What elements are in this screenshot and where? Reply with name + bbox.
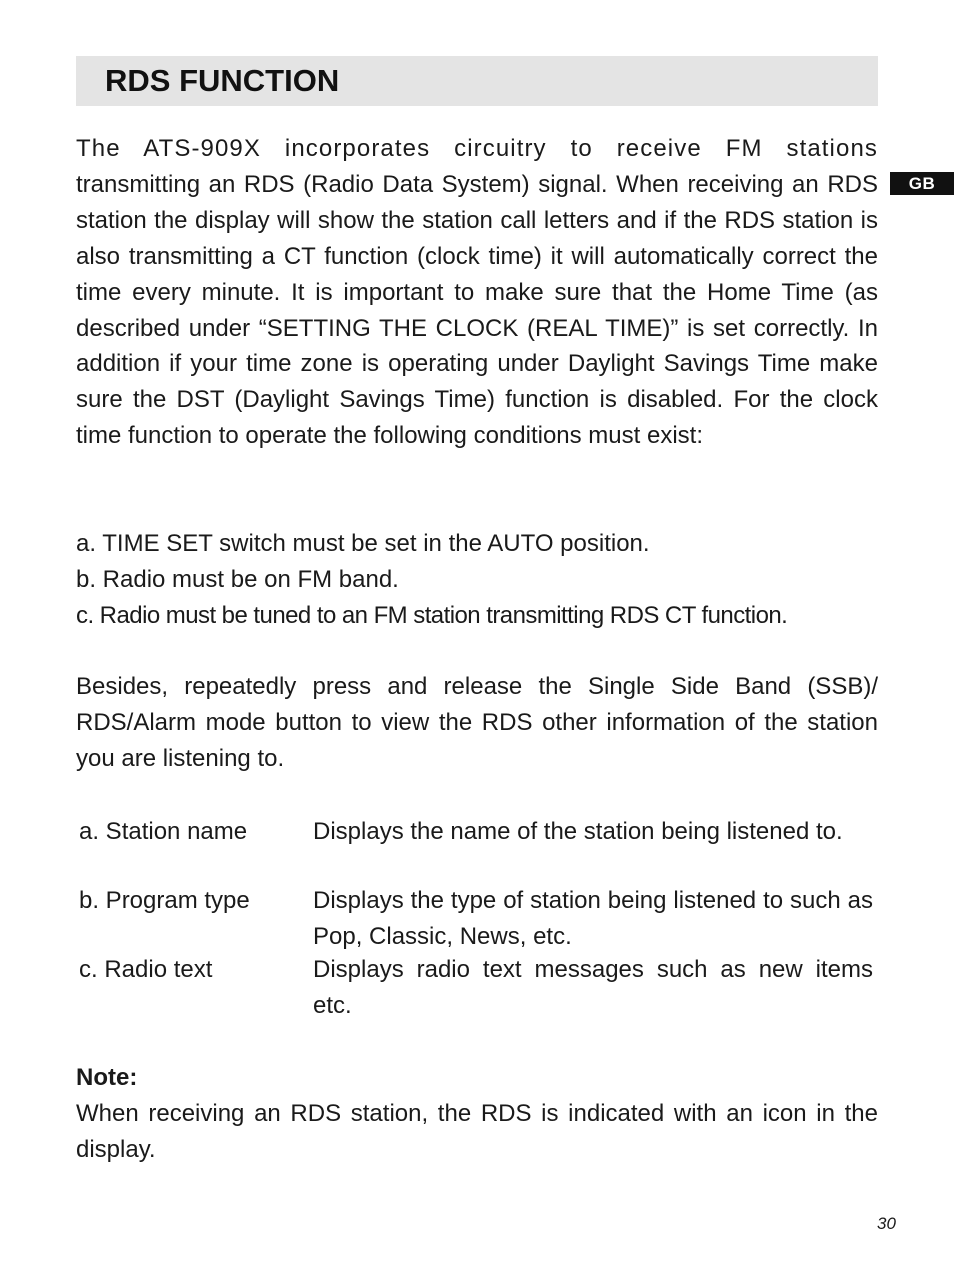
condition-item: a. TIME SET switch must be set in the AUTO position.: [76, 530, 650, 557]
section-title: RDS FUNCTION: [105, 63, 340, 98]
note-text: When receiving an RDS station, the RDS is indicated with an icon in the display.: [76, 1100, 878, 1163]
besides-paragraph: Besides, repeatedly press and release the Single Side Band (SSB)/ RDS/Alarm mode button to view the RDS other information of the station you are listening to.: [76, 673, 878, 772]
page-number: 30: [877, 1214, 896, 1233]
definition-term: c. Radio text: [79, 956, 213, 983]
intro-text: transmitting an RDS (Radio Data System) signal. When receiving an RDS station the display will show the station call letters and if the RDS station is also transmitting a CT function (clock time) it will automatically correct the time every minute. It is important to make sure that the Home Time (as described under “SETTING THE CLOCK (REAL TIME)” is set correctly. In addition if your time zone is operating under Daylight Savings Time make sure the DST (Daylight Savings Time) function is disabled. For the clock time function to operate the following conditions must exist:: [76, 170, 878, 450]
definition-desc: Displays radio text messages such as new items etc.: [313, 956, 873, 1019]
condition-item: c. Radio must be tuned to an FM station transmitting RDS CT function.: [76, 602, 788, 629]
language-tab: GB: [890, 172, 954, 195]
section-header: [76, 56, 878, 106]
intro-paragraph: [76, 131, 878, 454]
definition-term: b. Program type: [79, 887, 250, 914]
definition-desc: Displays the type of station being listened to such as Pop, Classic, News, etc.: [313, 887, 873, 950]
definition-term: a. Station name: [79, 818, 248, 845]
note-title: Note:: [76, 1064, 138, 1091]
condition-item: b. Radio must be on FM band.: [76, 566, 399, 593]
intro-first-line: The ATS-909X incorporates circuitry to receive FM stations: [76, 135, 878, 162]
definition-desc: Displays the name of the station being listened to.: [313, 818, 843, 845]
